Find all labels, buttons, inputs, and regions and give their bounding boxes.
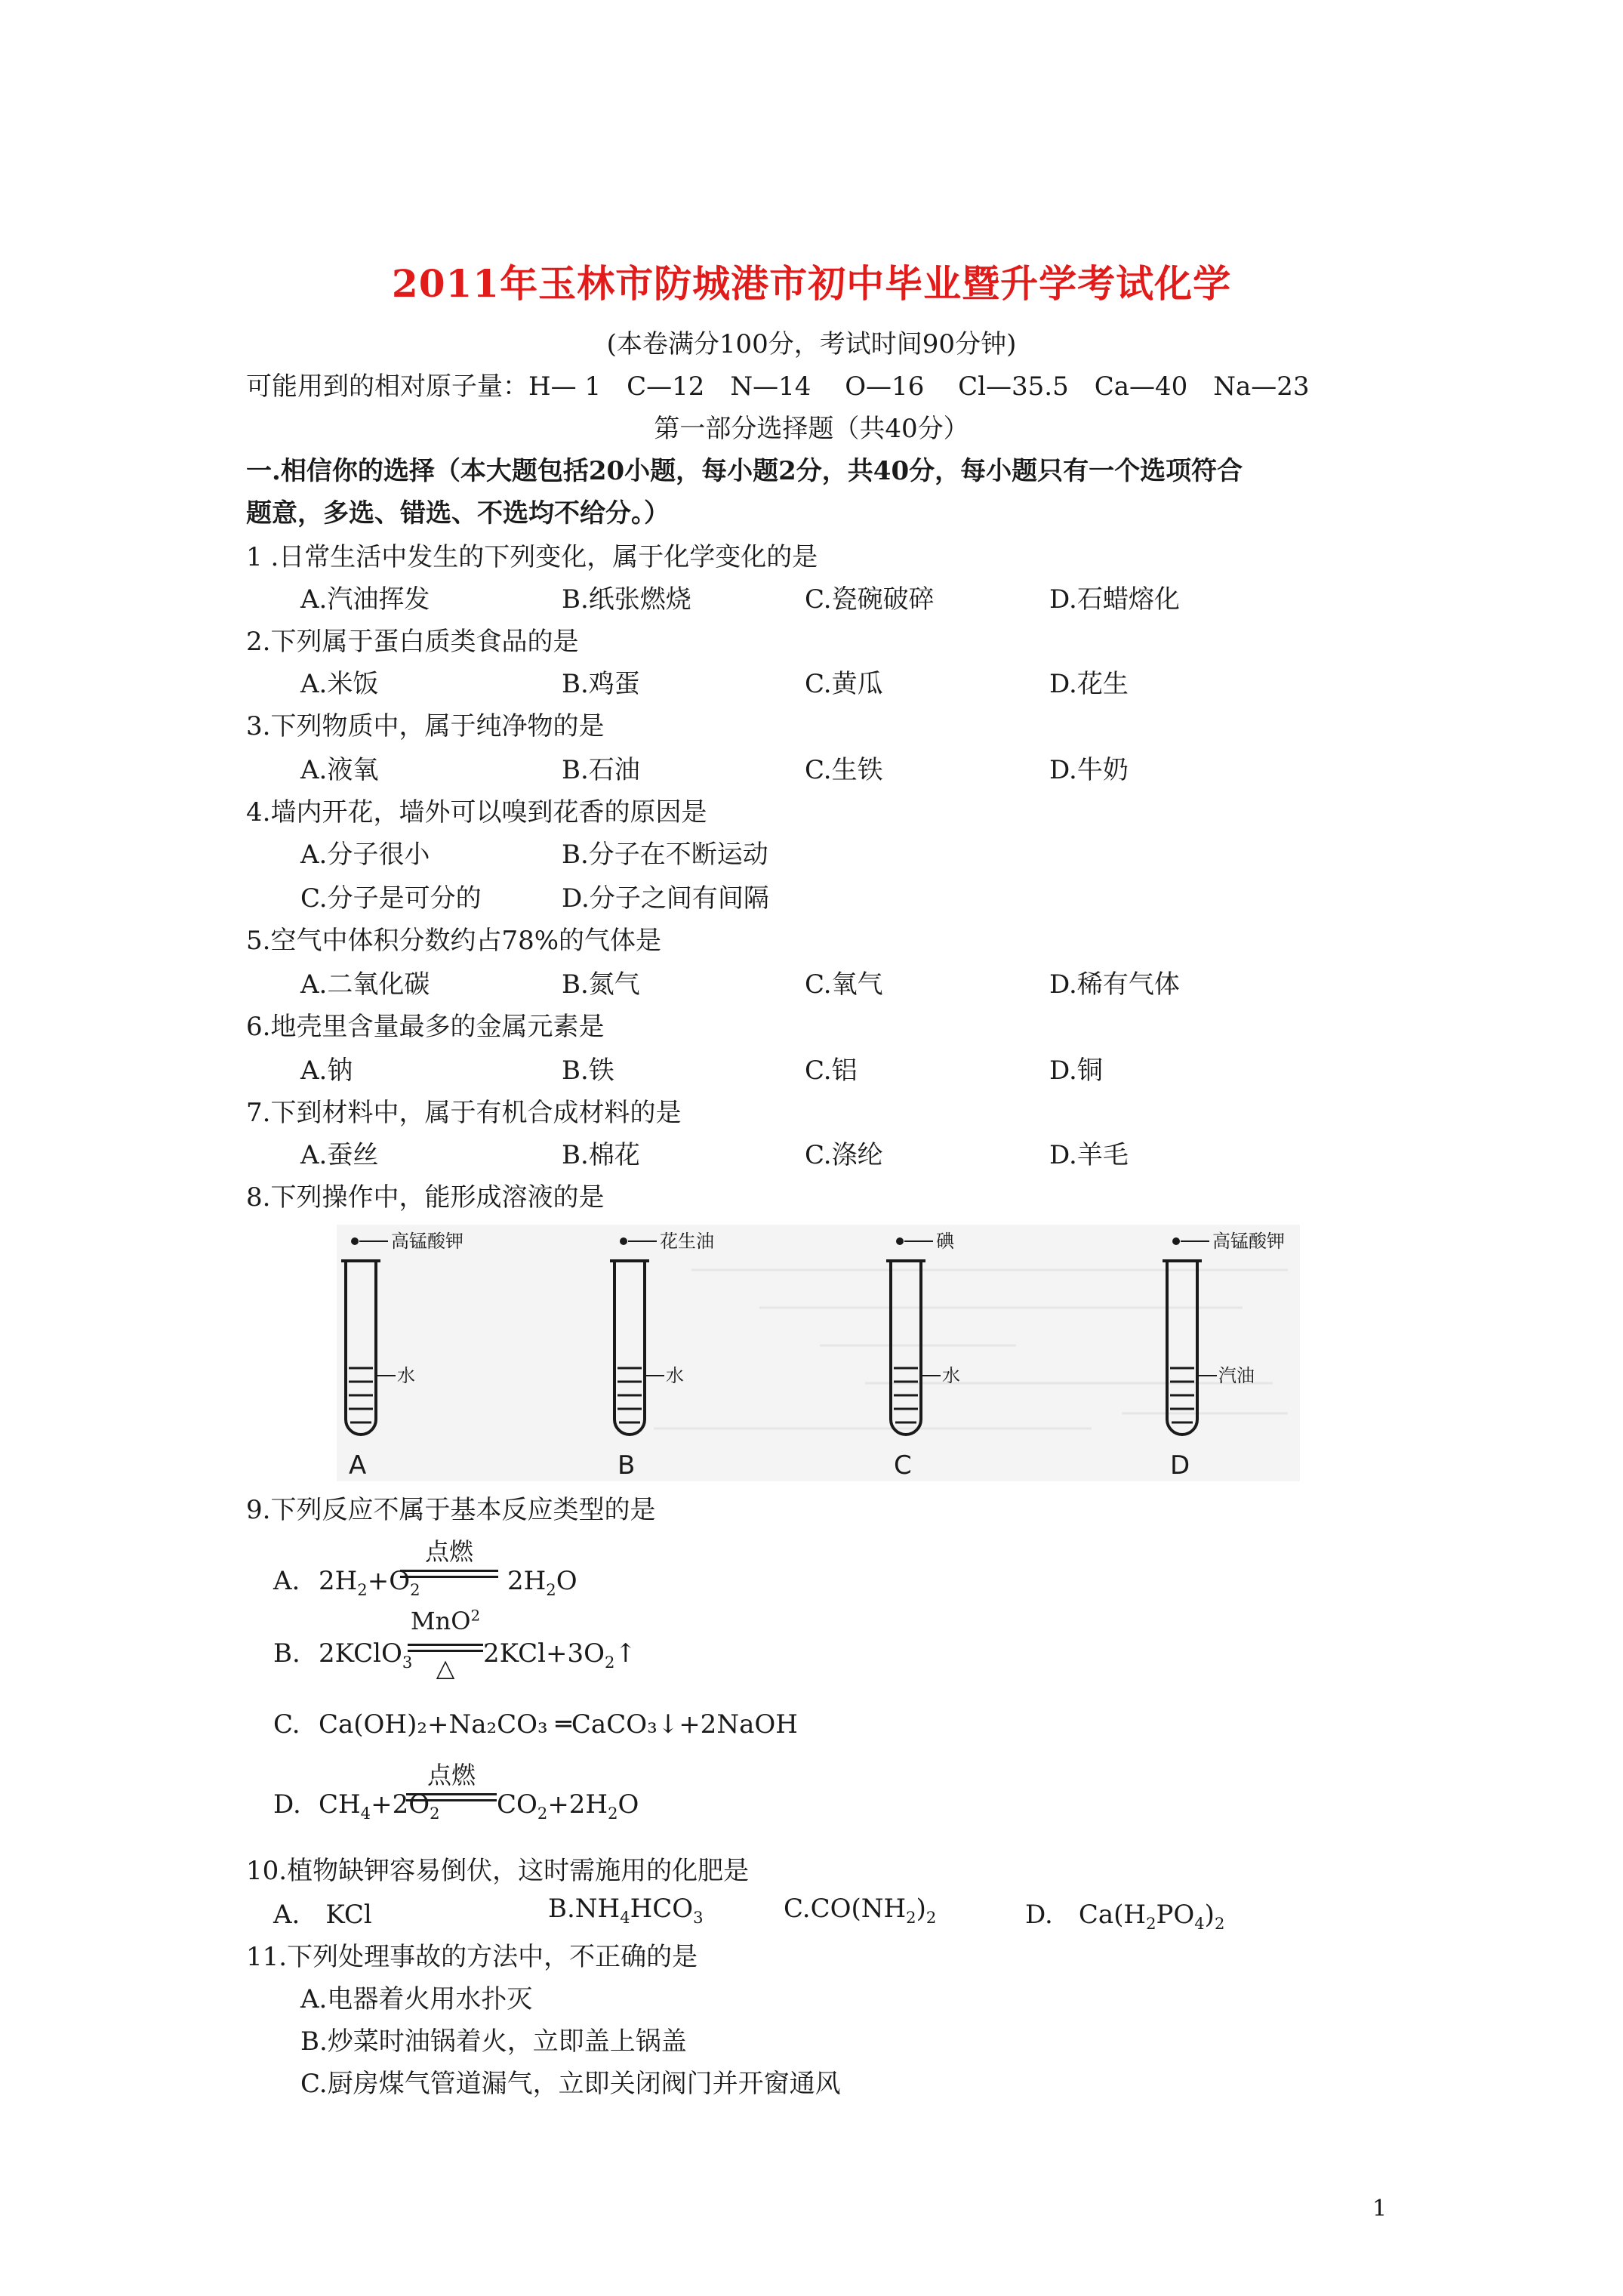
option: C.分子是可分的 [300,883,482,914]
tube-letter: A [349,1450,367,1481]
option-label: D. [273,1789,301,1820]
solvent-label: 水 [942,1365,960,1386]
option: A.电器着火用水扑灭 [300,1984,533,2014]
option-text: C.CO(NH [784,1894,907,1924]
test-tube-figure [337,1225,1300,1481]
option: C.铝 [805,1056,858,1086]
section-instruction-line1: 一.相信你的选择（本大题包括20小题，每小题2分，共40分，每小题只有一个选项符合 [246,456,1243,486]
option: D.花生 [1049,669,1129,699]
question-stem: 6.地壳里含量最多的金属元素是 [246,1012,605,1042]
question-stem: 4.墙内开花，墙外可以嗅到花香的原因是 [246,797,707,827]
solvent-label: 汽油 [1218,1365,1255,1386]
option: A.钠 [300,1056,353,1086]
question-stem: 8.下列操作中，能形成溶液的是 [246,1182,605,1213]
option: D.石蜡熔化 [1049,584,1180,615]
equals-line [408,1644,483,1646]
option: B.鸡蛋 [562,669,640,699]
catalyst-sup: 2 [470,1607,481,1625]
option-label: A. [273,1566,300,1596]
question-stem: 3.下列物质中，属于纯净物的是 [246,711,605,741]
question-stem: 11.下列处理事故的方法中，不正确的是 [246,1942,698,1972]
option: A.蚕丝 [300,1140,379,1170]
tube-letter: B [617,1450,636,1481]
equation-b-left: 2KClO$_3$ [319,1638,413,1672]
question-stem: 10.植物缺钾容易倒伏，这时需施用的化肥是 [246,1856,750,1886]
solute-label: 高锰酸钾 [1212,1231,1285,1252]
tube-letter: C [894,1450,912,1481]
solvent-label: 水 [666,1365,684,1386]
question-stem: 5.空气中体积分数约占78%的气体是 [246,926,662,956]
equals-line [400,1576,498,1578]
atomic-masses: 可能用到的相对原子量：H— 1 C—12 N—14 O—16 Cl—35.5 Ca—40 Na—23 [246,371,1310,402]
option-text: D. Ca(H [1025,1900,1147,1930]
question-stem: 2.下列属于蛋白质类食品的是 [246,627,579,657]
part-heading: 第一部分选择题（共40分） [654,414,969,444]
equals-line [406,1799,497,1801]
option: A.分子很小 [300,840,430,870]
option: $B.NH_4HCO_3$ [548,1894,704,1927]
option: B.铁 [562,1056,614,1086]
reaction-condition: 点燃 [424,1537,473,1566]
option: C.生铁 [805,755,883,785]
option: B.炒菜时油锅着火，立即盖上锅盖 [300,2026,687,2057]
tube-letter: D [1170,1450,1190,1481]
equals-line [406,1793,497,1795]
page-number: 1 [1372,2196,1387,2222]
question-stem: 7.下到材料中，属于有机合成材料的是 [246,1098,682,1128]
option: C.瓷碗破碎 [805,584,935,615]
solute-label: 花生油 [660,1231,714,1252]
equals-line [400,1570,498,1572]
equation-a-right: $2H_2O$ [507,1566,577,1599]
option: D.羊毛 [1049,1140,1129,1170]
option: D. $Ca(H_2PO_4)_2$ [1025,1900,1225,1933]
question-stem: 1 .日常生活中发生的下列变化，属于化学变化的是 [246,542,818,572]
option: D.稀有气体 [1049,969,1180,1000]
option: A.米饭 [300,669,379,699]
catalyst-formula: MnO [410,1607,471,1635]
option: D.分子之间有间隔 [562,883,769,914]
equation-d-right: $CO_2+2H_2O$ [497,1789,639,1823]
option: B.石油 [562,755,640,785]
option: B.分子在不断运动 [562,840,768,870]
option: A.二氧化碳 [300,969,430,1000]
equation-b-right: $2KCl+3O_2↑$ [483,1638,636,1672]
reaction-condition: 点燃 [427,1761,476,1789]
question-stem: 9.下列反应不属于基本反应类型的是 [246,1495,656,1525]
solute-label: 高锰酸钾 [391,1231,463,1252]
section-instruction-line2: 题意，多选、错选、不选均不给分。） [246,498,670,529]
option-label: B. [273,1638,300,1669]
option: B.氮气 [562,969,640,1000]
option: B.棉花 [562,1140,640,1170]
option: C.涤纶 [805,1140,883,1170]
equation-a-left: $2H_2+O_2$ [319,1566,420,1599]
catalyst-condition [408,1607,483,1635]
option: C.氧气 [805,969,883,1000]
option: $C.CO(NH_2)_2$ [784,1894,937,1927]
solvent-label: 水 [397,1365,415,1386]
page-title: 2011年玉林市防城港市初中毕业暨升学考试化学 [391,261,1232,306]
option: A. KCl [273,1900,372,1930]
exam-info: (本卷满分100分，考试时间90分钟) [606,329,1017,359]
option: C.厨房煤气管道漏气，立即关闭阀门并开窗通风 [300,2069,841,2099]
option: A.液氧 [300,755,379,785]
option: B.纸张燃烧 [562,584,691,615]
equation-c: Ca(OH)₂+Na₂CO₃ ═CaCO₃↓+2NaOH [319,1709,798,1740]
equation-d-left: $CH_4+2O_2$ [319,1789,440,1823]
option: C.黄瓜 [805,669,883,699]
option: A.汽油挥发 [300,584,430,615]
solute-label: 碘 [936,1231,954,1252]
option: D.牛奶 [1049,755,1129,785]
equals-line [408,1650,483,1652]
option: D.铜 [1049,1056,1103,1086]
option-label: C. [273,1709,300,1740]
option-text: B.NH [548,1894,621,1924]
heat-condition: △ [436,1653,455,1682]
